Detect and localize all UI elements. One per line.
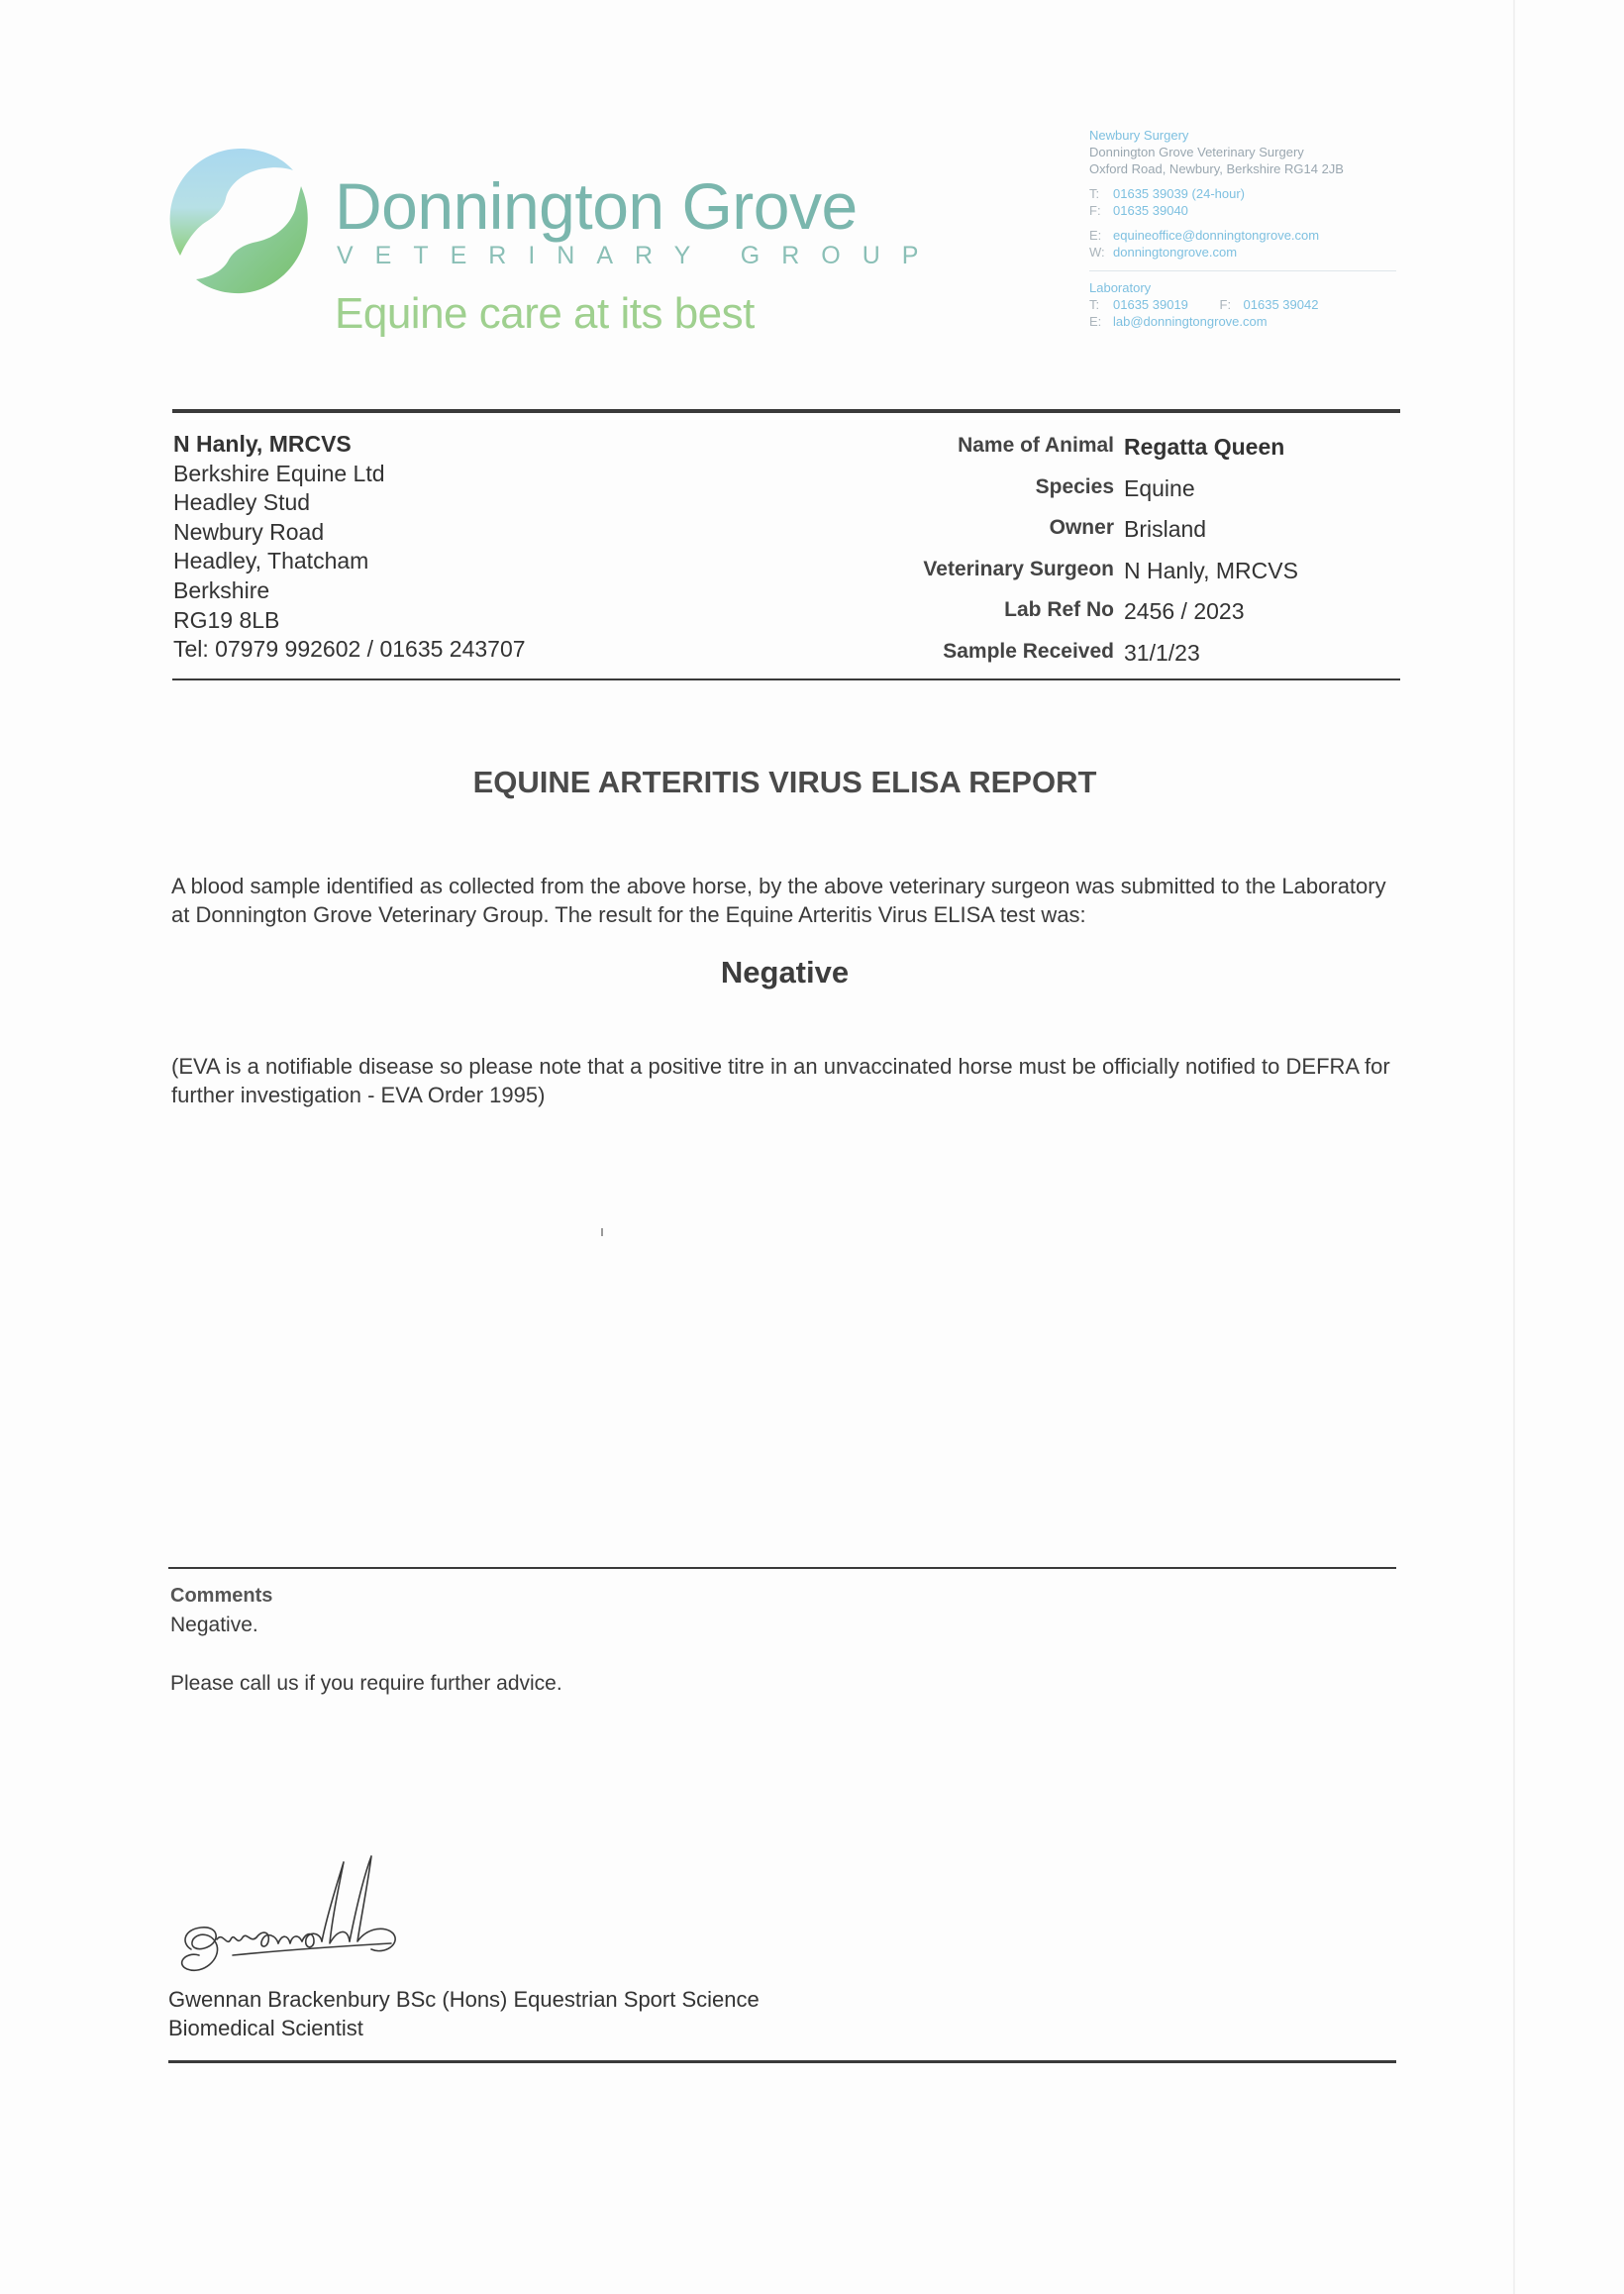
- detail-value: 31/1/23: [1124, 639, 1200, 666]
- lab-fax-label: F:: [1219, 297, 1232, 312]
- detail-label: Name of Animal: [958, 434, 1114, 457]
- signatory-role: Biomedical Scientist: [168, 2016, 363, 2040]
- surgery-address-line2: Oxford Road, Newbury, Berkshire RG14 2JB: [1089, 161, 1344, 176]
- test-result: Negative: [720, 955, 850, 990]
- detail-value: N Hanly, MRCVS: [1124, 557, 1298, 583]
- lab-email-link[interactable]: lab@donningtongrove.com: [1113, 314, 1268, 329]
- email-link[interactable]: equineoffice@donningtongrove.com: [1113, 228, 1320, 243]
- detail-row-owner: [871, 512, 1426, 554]
- header-divider: [172, 409, 1400, 413]
- detail-row-animal-name: [871, 430, 1426, 471]
- laboratory-phone-fax: [1089, 296, 1396, 313]
- footer-divider: [168, 2060, 1396, 2063]
- advice-text: Please call us if you require further advice.: [170, 1672, 562, 1695]
- detail-row-sample-received: [871, 636, 1426, 678]
- brand-tagline: Equine care at its best: [335, 289, 755, 338]
- web-label: W:: [1089, 245, 1105, 260]
- recipient-telephone: Tel: 07979 992602 / 01635 243707: [173, 636, 526, 663]
- fax-number: 01635 39040: [1113, 203, 1188, 218]
- report-intro: A blood sample identified as collected from the above horse, by the above veterinary surgeon was submitted to the Laboratory at Donnington Grove Veterinary Group. The result for the Equine Arteritis Virus ELISA test was:: [171, 874, 1386, 927]
- address-line: Headley Stud: [173, 489, 311, 516]
- detail-row-lab-ref: [871, 594, 1426, 636]
- address-line: Berkshire: [173, 576, 270, 603]
- recipient-name: N Hanly, MRCVS: [173, 431, 352, 457]
- detail-value: 2456 / 2023: [1124, 598, 1245, 624]
- contact-block: [1089, 127, 1396, 330]
- lab-phone-label: T:: [1089, 297, 1100, 312]
- brand-subtitle: VETERINARY GROUP: [337, 242, 941, 269]
- handwritten-signature: [173, 1852, 421, 1981]
- signatory-name: Gwennan Brackenbury BSc (Hons) Equestrian Sport Science: [168, 1987, 760, 2012]
- comments-label: Comments: [170, 1585, 273, 1607]
- brand-name: Donnington Grove: [335, 169, 858, 243]
- surgery-heading: Newbury Surgery: [1089, 128, 1189, 143]
- report-title: EQUINE ARTERITIS VIRUS ELISA REPORT: [472, 765, 1097, 799]
- detail-label: Veterinary Surgeon: [923, 557, 1114, 580]
- phone-number[interactable]: 01635 39039 (24-hour): [1113, 186, 1245, 201]
- detail-label: Lab Ref No: [1004, 598, 1114, 621]
- comments-text: Negative.: [170, 1614, 258, 1636]
- detail-value: Brisland: [1124, 516, 1207, 542]
- detail-value: Regatta Queen: [1124, 434, 1285, 460]
- detail-row-species: [871, 471, 1426, 513]
- details-divider: [172, 678, 1400, 680]
- scan-edge-line: [1513, 0, 1515, 2294]
- detail-row-vet-surgeon: [871, 554, 1426, 595]
- detail-value: Equine: [1124, 474, 1195, 501]
- address-line: Newbury Road: [173, 518, 325, 545]
- email-label: E:: [1089, 228, 1102, 243]
- address-line: Headley, Thatcham: [173, 548, 369, 574]
- comments-divider: [168, 1567, 1396, 1569]
- phone-label: T:: [1089, 186, 1100, 201]
- detail-label: Species: [1035, 474, 1114, 498]
- surgery-phone: [1089, 185, 1396, 202]
- recipient-address: [173, 430, 526, 665]
- scan-speck: [601, 1228, 603, 1236]
- laboratory-heading: Laboratory: [1089, 280, 1152, 295]
- fax-label: F:: [1089, 203, 1101, 218]
- lab-email-label: E:: [1089, 314, 1102, 329]
- address-line: RG19 8LB: [173, 606, 280, 633]
- surgery-email: [1089, 227, 1396, 244]
- address-line: Berkshire Equine Ltd: [173, 460, 385, 486]
- contact-divider: [1089, 270, 1396, 271]
- surgery-fax: [1089, 202, 1396, 219]
- sample-details: [871, 430, 1426, 677]
- surgery-web: [1089, 244, 1396, 261]
- detail-label: Owner: [1049, 516, 1114, 539]
- lab-fax-number: 01635 39042: [1243, 297, 1319, 312]
- donnington-grove-logo-icon: [166, 147, 315, 295]
- lab-phone-number[interactable]: 01635 39019: [1113, 297, 1188, 312]
- surgery-address-line1: Donnington Grove Veterinary Surgery: [1089, 145, 1304, 159]
- notifiable-disease-note: (EVA is a notifiable disease so please note that a positive titre in an unvaccinated horse must be officially notified to DEFRA for further investigation - EVA Order 1995): [171, 1054, 1390, 1107]
- web-link[interactable]: donningtongrove.com: [1113, 245, 1238, 260]
- detail-label: Sample Received: [943, 639, 1114, 663]
- laboratory-email: [1089, 313, 1396, 330]
